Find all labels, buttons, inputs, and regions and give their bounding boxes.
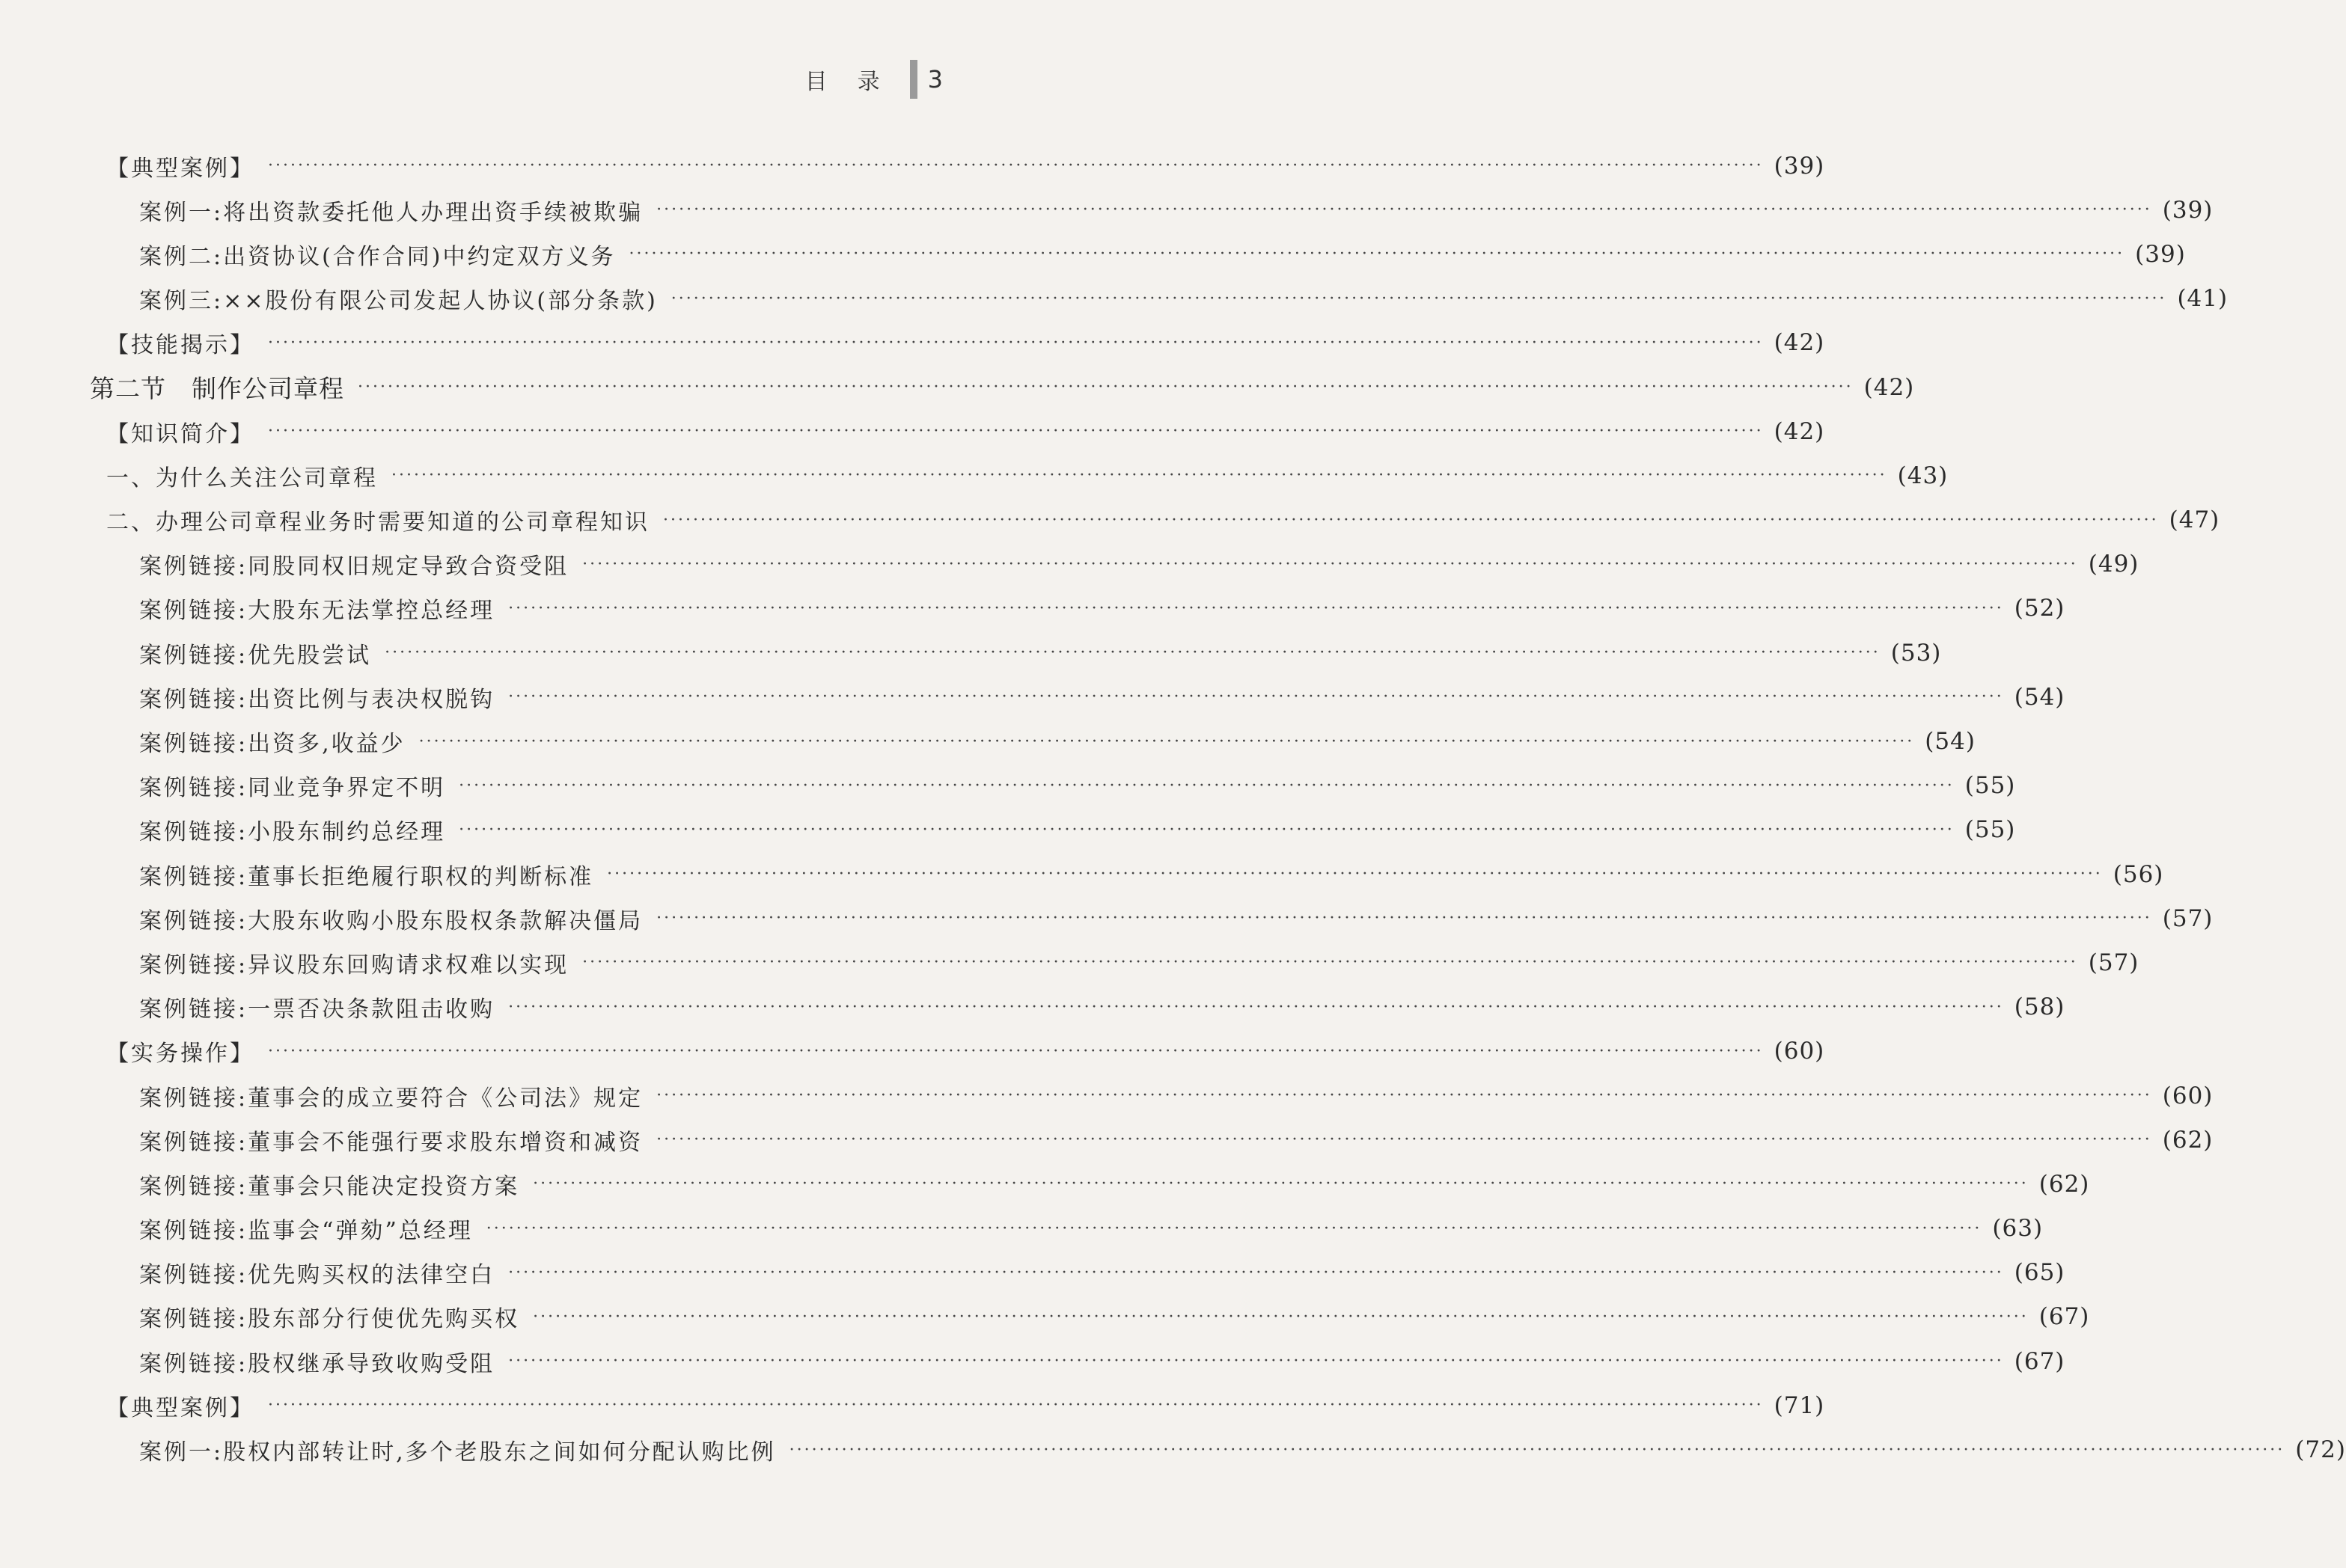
toc-entry-title: 案例链接:同业竞争界定不明 — [139, 775, 446, 802]
toc-entry-title: 二、办理公司章程业务时需要知道的公司章程知识 — [106, 509, 650, 536]
toc-entry[interactable] — [90, 1074, 2214, 1118]
toc-entry-page: (52) — [2014, 595, 2065, 622]
dot-leader: ········································································································································································································ — [268, 156, 1764, 176]
toc-entry-page: (63) — [1992, 1215, 2044, 1243]
toc-entry-page: (41) — [2177, 285, 2229, 313]
toc-entry-page: (39) — [2135, 240, 2186, 268]
toc-entry-title: 案例一:股权内部转让时,多个老股东之间如何分配认购比例 — [139, 1439, 776, 1466]
toc-entry-title: 【典型案例】 — [106, 155, 254, 182]
toc-entry-page: (67) — [2038, 1303, 2090, 1331]
toc-entry[interactable] — [90, 1118, 2214, 1162]
toc-entry-page: (62) — [2162, 1126, 2214, 1154]
dot-leader: ········································································································································································································ — [656, 200, 2152, 220]
toc-entry[interactable] — [90, 940, 2139, 984]
toc-entry-title: 案例链接:优先购买权的法律空白 — [139, 1262, 495, 1289]
dot-leader: ········································································································································································································ — [486, 1219, 1982, 1238]
toc-entry-title: 第二节 制作公司章程 — [90, 374, 344, 404]
toc-entry[interactable] — [90, 675, 2065, 719]
toc-entry[interactable] — [90, 188, 2214, 232]
toc-entry[interactable] — [90, 587, 2065, 631]
toc-entry-title: 案例链接:大股东收购小股东股权条款解决僵局 — [139, 907, 644, 934]
toc-entry-page: (42) — [1774, 329, 1825, 357]
dot-leader: ········································································································································································································ — [418, 732, 1915, 751]
toc-entry[interactable] — [90, 498, 2220, 542]
toc-entry-title: 案例链接:董事长拒绝履行职权的判断标准 — [139, 863, 594, 890]
dot-leader: ········································································································································································································ — [533, 1307, 2029, 1326]
toc-entry-title: 案例链接:一票否决条款阻击收购 — [139, 996, 495, 1023]
toc-entry-title: 【知识简介】 — [106, 420, 254, 447]
toc-entry-page: (55) — [1964, 816, 2016, 844]
toc-entry[interactable] — [90, 631, 1942, 675]
dot-leader: ········································································································································································································ — [508, 1352, 2004, 1371]
dot-leader: ········································································································································································································ — [656, 909, 2152, 928]
toc-entry[interactable] — [90, 1029, 1825, 1074]
toc-entry[interactable] — [90, 1383, 1825, 1427]
toc-entry-page: (54) — [2014, 683, 2065, 711]
toc-entry[interactable] — [90, 1295, 2090, 1339]
toc-entry-title: 案例链接:优先股尝试 — [139, 642, 372, 669]
toc-entry[interactable] — [90, 365, 1915, 409]
toc-entry[interactable] — [90, 1207, 2044, 1251]
toc-entry[interactable] — [90, 1251, 2065, 1295]
toc-entry-title: 案例链接:董事会不能强行要求股东增资和减资 — [139, 1129, 644, 1156]
toc-entry-title: 案例链接:董事会的成立要符合《公司法》规定 — [139, 1085, 644, 1112]
table-of-contents — [90, 144, 2346, 1472]
dot-leader: ········································································································································································································ — [508, 598, 2004, 618]
dot-leader: ········································································································································································································ — [607, 865, 2103, 884]
dot-leader: ········································································································································································································ — [358, 378, 1854, 397]
toc-entry-title: 【实务操作】 — [106, 1041, 254, 1068]
toc-entry[interactable] — [90, 453, 1949, 497]
toc-entry[interactable] — [90, 719, 1976, 763]
dot-leader: ········································································································································································································ — [268, 1041, 1764, 1061]
toc-entry-page: (43) — [1897, 462, 1949, 489]
toc-entry-page: (58) — [2014, 993, 2065, 1021]
dot-leader: ········································································································································································································ — [582, 953, 2078, 973]
toc-entry-page: (71) — [1774, 1391, 1825, 1419]
toc-entry-page: (39) — [1774, 152, 1825, 180]
toc-entry[interactable] — [90, 808, 2016, 852]
toc-entry-page: (67) — [2014, 1347, 2065, 1375]
toc-entry[interactable] — [90, 1162, 2090, 1206]
toc-entry-title: 【技能揭示】 — [106, 332, 254, 359]
toc-entry-title: 案例链接:出资多,收益少 — [139, 731, 406, 758]
header-title: 目录 — [804, 69, 910, 95]
toc-entry-title: 案例链接:同股同权旧规定导致合资受阻 — [139, 554, 569, 581]
dot-leader: ········································································································································································································ — [268, 422, 1764, 441]
toc-entry-page: (39) — [2162, 196, 2214, 224]
toc-entry[interactable] — [90, 144, 1825, 188]
dot-leader: ········································································································································································································ — [670, 289, 2167, 308]
dot-leader: ········································································································································································································ — [459, 820, 1955, 839]
toc-entry-page: (53) — [1890, 639, 1942, 667]
toc-entry-page: (42) — [1774, 417, 1825, 445]
toc-entry-title: 案例链接:股权继承导致收购受阻 — [139, 1350, 495, 1377]
toc-entry-page: (65) — [2014, 1259, 2065, 1287]
dot-leader: ········································································································································································································ — [385, 643, 1881, 663]
toc-entry-page: (60) — [2162, 1082, 2214, 1109]
dot-leader: ········································································································································································································ — [533, 1175, 2029, 1194]
toc-entry-page: (57) — [2088, 949, 2139, 976]
toc-entry-title: 案例一:将出资款委托他人办理出资手续被欺骗 — [139, 199, 644, 226]
toc-entry-page: (62) — [2038, 1170, 2090, 1198]
toc-entry-page: (49) — [2088, 551, 2139, 578]
dot-leader: ········································································································································································································ — [656, 1086, 2152, 1106]
toc-entry-page: (42) — [1863, 373, 1915, 401]
running-header — [805, 58, 943, 100]
toc-entry-title: 【典型案例】 — [106, 1394, 254, 1421]
toc-entry-page: (60) — [1774, 1038, 1825, 1065]
dot-leader: ········································································································································································································ — [663, 510, 2159, 530]
toc-entry-page: (54) — [1925, 728, 1976, 756]
dot-leader: ········································································································································································································ — [508, 997, 2004, 1017]
toc-entry-title: 案例三:××股份有限公司发起人协议(部分条款) — [139, 288, 658, 315]
dot-leader: ········································································································································································································ — [508, 1263, 2004, 1282]
dot-leader: ········································································································································································································ — [459, 776, 1955, 795]
toc-entry[interactable] — [90, 321, 1825, 365]
toc-entry-title: 案例链接:大股东无法掌控总经理 — [139, 598, 495, 625]
dot-leader: ········································································································································································································ — [508, 687, 2004, 707]
toc-entry[interactable] — [90, 409, 1825, 453]
toc-entry-title: 案例链接:出资比例与表决权脱钩 — [139, 686, 495, 713]
dot-leader: ········································································································································································································ — [629, 245, 2125, 264]
page-number: 3 — [927, 65, 943, 94]
toc-entry[interactable] — [90, 985, 2065, 1029]
toc-entry[interactable] — [90, 1427, 2346, 1471]
toc-entry-title: 案例链接:异议股东回购请求权难以实现 — [139, 952, 569, 979]
toc-entry-title: 案例二:出资协议(合作合同)中约定双方义务 — [139, 243, 616, 270]
toc-entry[interactable] — [90, 852, 2164, 896]
dot-leader: ········································································································································································································ — [268, 1396, 1764, 1415]
dot-leader: ········································································································································································································ — [789, 1440, 2285, 1460]
toc-entry[interactable] — [90, 542, 2139, 587]
toc-entry-title: 案例链接:监事会“弹劾”总经理 — [139, 1218, 473, 1245]
toc-entry-page: (56) — [2113, 860, 2164, 888]
toc-entry-page: (72) — [2295, 1436, 2346, 1464]
toc-entry-title: 案例链接:董事会只能决定投资方案 — [139, 1173, 520, 1200]
toc-entry-title: 案例链接:股东部分行使优先购买权 — [139, 1306, 520, 1333]
toc-entry-page: (55) — [1964, 772, 2016, 800]
dot-leader: ········································································································································································································ — [268, 333, 1764, 352]
toc-entry-title: 案例链接:小股东制约总经理 — [139, 819, 446, 846]
toc-entry-title: 一、为什么关注公司章程 — [106, 465, 378, 491]
toc-entry[interactable] — [90, 896, 2214, 940]
toc-entry-page: (57) — [2162, 904, 2214, 932]
dot-leader: ········································································································································································································ — [582, 554, 2078, 574]
toc-entry[interactable] — [90, 1339, 2065, 1383]
toc-entry[interactable] — [90, 764, 2016, 808]
dot-leader: ········································································································································································································ — [391, 466, 1887, 486]
dot-leader: ········································································································································································································ — [656, 1130, 2152, 1150]
header-divider — [910, 60, 917, 99]
toc-entry[interactable] — [90, 277, 2229, 321]
toc-entry-page: (47) — [2169, 506, 2220, 534]
toc-entry[interactable] — [90, 232, 2186, 276]
